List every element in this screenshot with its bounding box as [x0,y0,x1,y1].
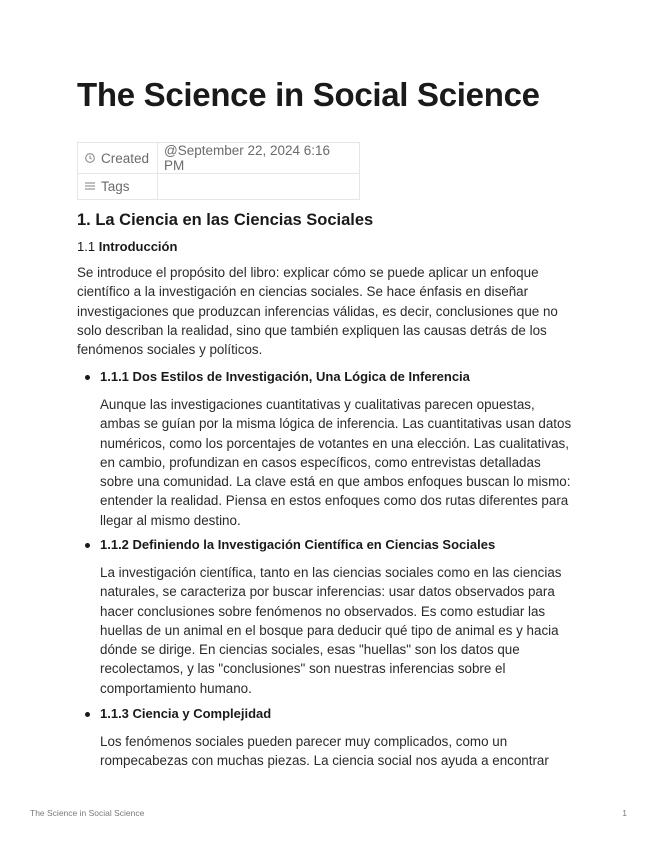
bullet-dot [85,543,90,548]
list-item-title: 1.1.2 Definiendo la Investigación Científica en Ciencias Sociales [100,537,496,552]
property-label: Created [101,150,150,166]
footer-doc-title: The Science in Social Science [30,808,145,818]
section-heading: 1. La Ciencia en las Ciencias Sociales [77,211,374,229]
bullet-dot [85,712,90,717]
list-item-body: Aunque las investigaciones cuantitativas y cualitativas parecen opuestas, ambas se guían por la misma lógica de inferencia. Las cuantitativas usan datos numéricos, como los porcentajes de votantes en una elección. Las cualitativas, en cambio, profundizan en casos específicos, como entrevistas detalladas sobre una comunidad. La clave está en que ambos enfoques buscan lo mismo: entender la realidad. Piensa en estos enfoques como dos rutas diferentes para llegar al mismo destino. [100,397,572,528]
bullet-dot [85,375,90,380]
list-item-title: 1.1.1 Dos Estilos de Investigación, Una Lógica de Inferencia [100,369,470,384]
subsection-number: 1.1 [77,239,96,254]
page-title: The Science in Social Science [77,76,540,113]
property-key [78,143,158,174]
property-key [78,174,158,200]
clock-icon [84,152,96,164]
subsection-title: Introducción [98,239,178,254]
property-label: Tags [101,179,130,194]
property-row-tags [78,174,360,200]
property-row-created [78,143,360,174]
footer-page-number: 1 [622,808,627,818]
list-item-body: Los fenómenos sociales pueden parecer muy complicados, como un rompecabezas con muchas piezas. La ciencia social nos ayuda a encontrar [100,734,549,769]
subsection-heading [77,239,177,254]
list-item-body: La investigación científica, tanto en las ciencias sociales como en las ciencias naturales, se caracteriza por buscar inferencias: usar datos observados para hacer conclusiones sobre fenómenos no observados. Es como estudiar las huellas de un animal en el bosque para deducir qué tipo de animal es y hacia dónde se dirige. En ciencias sociales, esas "huellas" son los datos que recolectamos, y las "conclusiones" son nuestras inferencias sobre el comportamiento humano. [100,565,562,696]
properties-table [77,142,360,200]
list-icon [84,180,96,192]
intro-paragraph: Se introduce el propósito del libro: explicar cómo se puede aplicar un enfoque científico a la investigación en ciencias sociales. Se hace énfasis en diseñar investigaciones que produzcan inferencias válidas, es decir, conclusiones que no solo describan la realidad, sino que también expliquen las causas detrás de los fenómenos sociales y políticos. [77,265,558,358]
property-value[interactable]: @September 22, 2024 6:16 PM [158,143,360,174]
property-value[interactable] [158,174,360,200]
list-item-title: 1.1.3 Ciencia y Complejidad [100,706,272,721]
